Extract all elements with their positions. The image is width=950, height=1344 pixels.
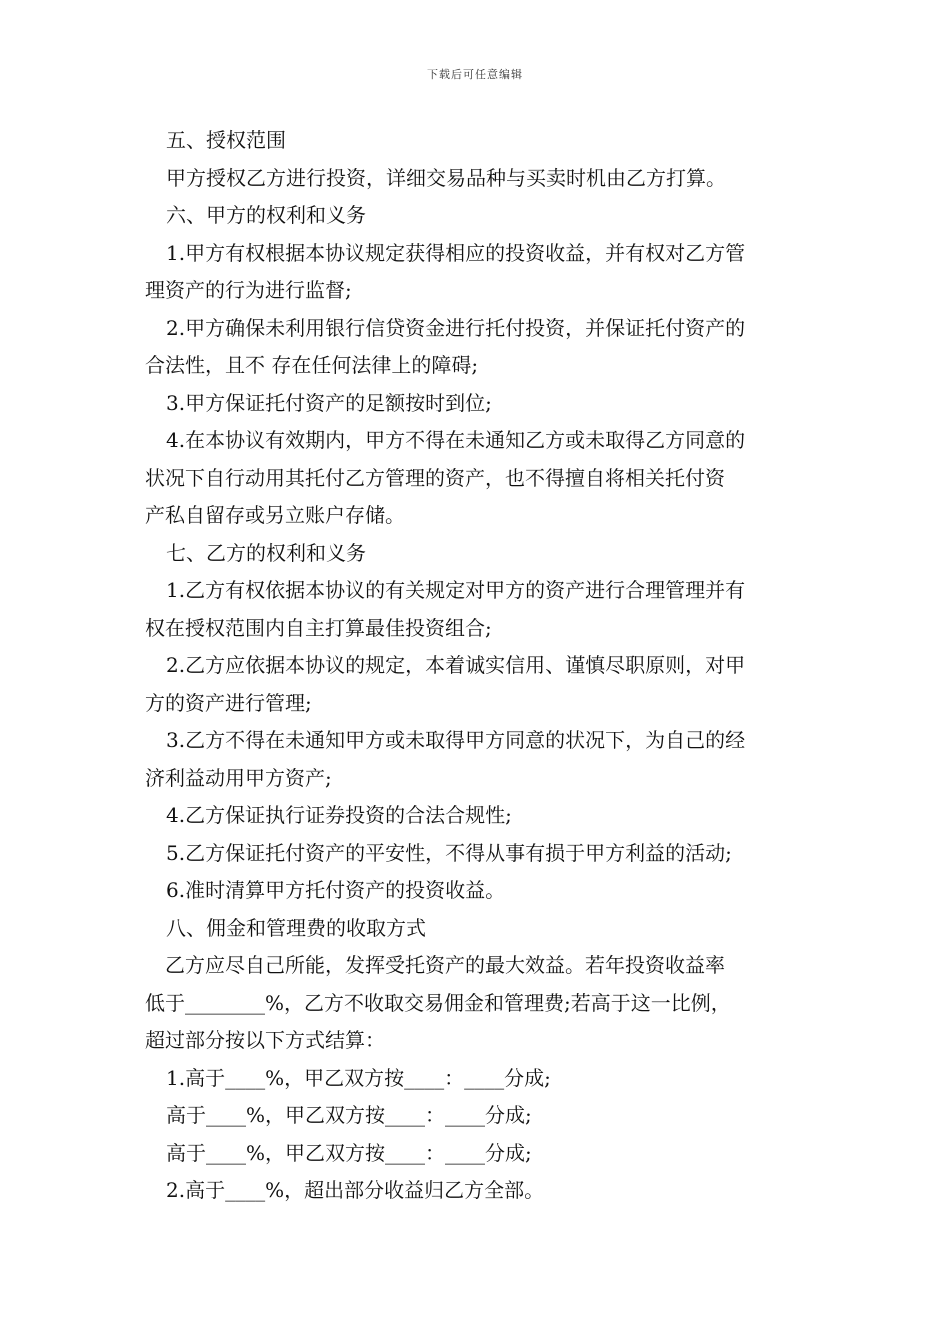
text-line: 超过部分按以下方式结算： (145, 1028, 385, 1052)
text-line: 状况下自行动用其托付乙方管理的资产，也不得擅自将相关托付资 (145, 465, 725, 490)
text-line: 5.乙方保证托付资产的平安性，不得从事有损于甲方利益的活动; (166, 840, 732, 865)
text-line: 八、佣金和管理费的收取方式 (166, 915, 426, 940)
text-line: 2.甲方确保未利用银行信贷资金进行托付投资，并保证托付资产的 (166, 315, 746, 340)
text-line: 6.准时清算甲方托付资产的投资收益。 (166, 878, 506, 902)
text-line: 合法性，且不 存在任何法律上的障碍; (145, 353, 479, 377)
text-line: 甲方授权乙方进行投资，详细交易品种与买卖时机由乙方打算。 (166, 165, 726, 190)
text-line: 1.高于____%，甲乙双方按____：____分成; (166, 1065, 551, 1090)
text-line: 七、乙方的权利和义务 (166, 540, 366, 565)
page-header: 下载后可任意编辑 (427, 68, 523, 81)
text-line: 理资产的行为进行监督; (145, 278, 352, 302)
text-line: 2.高于____%，超出部分收益归乙方全部。 (166, 1178, 545, 1202)
text-line: 六、甲方的权利和义务 (166, 203, 366, 227)
text-line: 3.甲方保证托付资产的足额按时到位; (166, 390, 492, 415)
text-line: 1.乙方有权依据本协议的有关规定对甲方的资产进行合理管理并有 (166, 578, 746, 602)
document-body (145, 122, 815, 1210)
text-line: 乙方应尽自己所能，发挥受托资产的最大效益。若年投资收益率 (165, 953, 725, 977)
text-line: 4.乙方保证执行证券投资的合法合规性; (166, 803, 512, 827)
text-line: 4.在本协议有效期内，甲方不得在未通知乙方或未取得乙方同意的 (166, 428, 746, 452)
text-line: 1.甲方有权根据本协议规定获得相应的投资收益，并有权对乙方管 (166, 240, 746, 265)
text-line: 方的资产进行管理; (145, 690, 312, 715)
text-line: 五、授权范围 (166, 128, 286, 152)
text-line: 3.乙方不得在未通知甲方或未取得甲方同意的状况下，为自己的经 (166, 728, 746, 752)
text-line: 2.乙方应依据本协议的规定，本着诚实信用、谨慎尽职原则，对甲 (166, 653, 746, 677)
text-line: 产私自留存或另立账户存储。 (145, 503, 405, 527)
text-line: 高于____%，甲乙双方按____：____分成; (166, 1140, 532, 1165)
text-line: 低于________%，乙方不收取交易佣金和管理费;若高于这一比例， (145, 990, 731, 1015)
text-line: 济利益动用甲方资产; (145, 765, 332, 790)
text-line: 权在授权范围内自主打算最佳投资组合; (145, 615, 492, 640)
text-line: 高于____%，甲乙双方按____：____分成; (166, 1103, 532, 1127)
